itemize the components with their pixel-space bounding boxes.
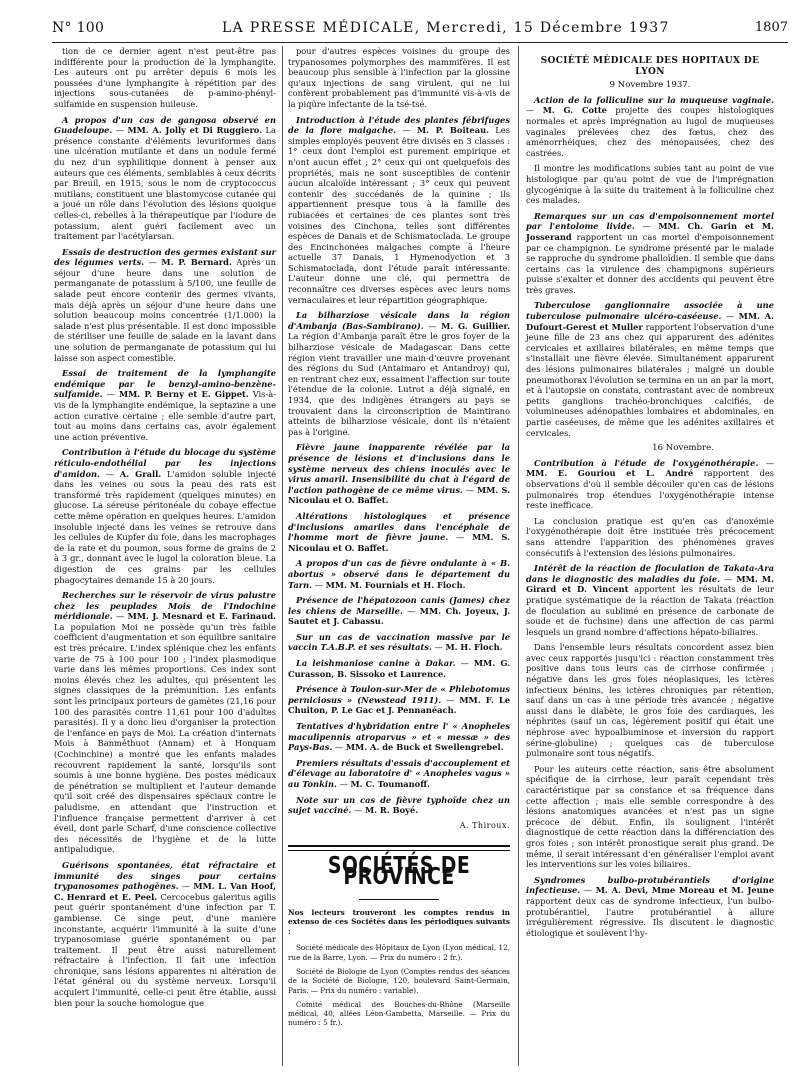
abstract-paragraph: Tentatives d'hybridation entre l' « Anopheles maculipennis atroparvus » et « messæ » des Pays-Bas. — MM. A. de Buck et Swellengrebel. — [288, 721, 510, 753]
section-note: Nos lecteurs trouveront les comptes rendus in extenso de ces Sociétés dans les périodiques suivants : — [288, 907, 510, 936]
session-date: 9 Novembre 1937. — [609, 80, 691, 91]
section-rule — [288, 850, 510, 851]
abstract-text: Cercocebus galeritus agilis peut guérir spontanément d'une infection par T. gambiense. Ce singe peut, d'une manière inconstante, acquérir l'immunité à la suite d'une trypanosomiase guérie spontanément ou par traitement. Il peut être aussi naturellement réfractaire à l'infection. Il fait une infection chronique, sans lésions apparentes ni altération de l'état général ou du système nerveux. Lorsqu'il acquiert l'immunité, celle-ci peut être établie, aussi bien pour la souche homologue que — [54, 891, 277, 1008]
page-folio: 1807 — [754, 20, 788, 35]
abstract-authors: M. P. Bernard. — [161, 257, 232, 268]
abstract-text: La présence constante d'éléments levuriformes dans une ulcération mutilante et dans un nodule fermé du nez d'un syphilitique donnent à penser aux auteurs que ces éléments, semblables à ceux décrits par Breuil, en 1915, sous le nom de cryptococcus mutilans, constituent une blastomycose cutanée qui a joué un rôle dans l'évolution des lésions quoique celles-ci, rebelles à la thérapeutique par l'iodure de potassium, aient guéri facilement avec un traitement par l'acétylarsan. — [54, 125, 276, 242]
abstract-authors: MM. S. Nicoulau et O. Baffet. — [288, 532, 511, 553]
abstract-text: La population Moi ne possède qu'un très faible coefficient d'augmentation et son équilibre sanitaire est très précaire. L'index splénique chez les enfants varie de 75 à 100 pour 100 ; l'index plasmodique varie dans les mêmes proportions. Ces index sont moins élevés chez les adultes, qui présentent les signes classiques de la prémunition. Les enfants sont les principaux porteurs de gamètes (21,16 pour 100 des parasités contre 11,61 pour 100 d'adultes parasités). Il y a donc lieu d'organiser la protection de l'enfance en pays de Moi. La création d'internats Mois à Banméthuot (Annam) et à Honquam (Cochinchine) a montré que les enfants malades recouvrent rapidement la santé, lorsqu'ils sont soumis à une bonne hygiène. Des postes médicaux de pénétration se multiplient et l'auteur demande qu'il soit créé des dispensaires spéciaux contre le paludisme, en attendant que l'instruction et l'influence française permettent d'arriver à cet éveil, dont parle Scharf, d'une conscience collective des nécessités de l'hygiène et de la lutte antipaludique. — [54, 621, 276, 855]
abstract-paragraph: Premiers résultats d'essais d'accouplement et d'élevage au laboratoire d' « Anopheles vagus » au Tonkin. — M. C. Toumanoff. — [288, 757, 510, 789]
abstract-title: Essai de traitement de la lymphangite endémique par le benzyl-amino-benzène-sulfamide. — [54, 368, 276, 400]
abstract-paragraph: A propos d'un cas de fièvre ondulante à « B. abortus » observé dans le département du Tarn. — MM. M. Fournials et H. Floch. — [288, 558, 510, 590]
abstract-title: Premiers résultats d'essais d'accouplement et d'élevage au laboratoire d' « Anopheles vagus » au Tonkin. — [288, 757, 510, 789]
abstract-text: tion de ce dernier agent n'est peut-être pas indifférente pour la production de la lymphangite. Les auteurs ont pu arrêter depuis 6 mois les poussées d'une lymphangite à répétition par des injections sous-cutanées de p-amino-phényl-sulfamide en suspension huileuse. — [54, 46, 276, 109]
abstract-title: Présence de l'hépatozoon canis (James) chez les chiens de Marseille. — [288, 595, 510, 616]
abstract-authors: MM. L. Van Hoof, C. Henrard et E. Peel. — [54, 881, 276, 902]
abstract-paragraph: Tuberculose ganglionnaire associée à une tuberculose pulmonaire ulcéro-caséeuse. — MM. A. Dufourt-Gerest et Muller rapportent l'observation d'une jeune fille de 23 ans chez qui apparurent des adénites cervicales et axillaires bilatérales, en même temps que s'installait une fièvre élevée. Simultanément apparurent des lésions pulmonaires bilatérales ; malgré un double pneumothorax l'évolution se termina en un an par la mort, et à l'autopsie on constata, contrastant avec de nombreux petits ganglions trachéo-bronchiques calcifiés, de volumineuses adénopathies lombaires et abdominales, en partie caséeuses, de même que les adénites axillaires et cervicales. — [526, 300, 774, 438]
abstract-paragraph: Intérêt de la réaction de floculation de Takata-Ara dans le diagnostic des maladies du foie. — MM. M. Girard et D. Vincent apportent les résultats de leur pratique systématique de la réaction de Takata (réaction de floculation au sublimé en présence de carbonate de soude et de fuchsine) dans une affection de cas parmi lesquels un grand nombre d'affections hépato-biliaires. — [526, 563, 775, 637]
abstract-title: Essais de destruction des germes existant sur des légumes verts. — [54, 246, 276, 268]
abstract-text: La conclusion pratique est qu'en cas d'anoxémie l'oxygénothérapie doit être instituée très précocement sans attendre l'apparition des phénomènes graves consécutifs à l'extension des lésions pulmonaires. — [526, 515, 774, 558]
abstract-paragraph: Syndromes bulbo-protubérantiels d'origine infectieuse. — M. A. Devi, Mme Moreau et M. Jeune rapportent deux cas de syndrome infectieux, l'un bulbo-protubérantiel, l'autre protubérantiel à allure irrégulièrement régressive. Ils discutent le diagnostic étiologique et soulèvent l'hy- — [526, 874, 775, 938]
periodical-listing: Comité médical des Bouches-du-Rhône (Marseille médical, 40, allées Léon-Gambetta, Marseille. — Prix du numéro : 5 fr.). — [288, 999, 510, 1028]
abstract-text: L'amidon soluble injecté dans les veines ou sous la peau des rats est transformé très rapidement (quelques minutes) en glucose. La séreuse péritonéale du cobaye effectue cette même opération en quelques heures. L'amidon insoluble injecté dans les veines se retrouve dans les cellules de Kupfer du foie, dans les macrophages de la rate et du poumon, sous forme de grains de 2 à 3 gr., donnant avec le lugol la coloration bleue. La digestion de ces grains par les cellules phagocytaires demande 15 à 20 jours. — [54, 468, 276, 585]
periodical-listing: Société médicale des Hôpitaux de Lyon (Lyon médical, 12, rue de la Barre, Lyon. — Prix du numéro : 2 fr.). — [288, 943, 510, 962]
abstract-text: La région d'Ambanja paraît être le gros foyer de la bilharziose vésicale de Madagascar. Dans cette région vient travailler une main-d'œuvre provenant des régions du Sud (Antaimaro et Antandroy) qui, en rentrant chez eux, essaiment l'affection sur toute l'étendue de la colonie. Lutrot a déjà signalé, en 1934, que des indigènes étrangers au pays se trouvaient dans la circonscription de Maintirano atteints de bilharziose vésicale, dont ils n'étaient pas à l'origine. — [288, 331, 510, 437]
abstract-paragraph — [526, 764, 774, 870]
abstract-title: Contribution à l'étude de l'oxygénothérapie. — [534, 457, 759, 468]
column-left — [54, 46, 276, 1013]
abstract-authors: M. P. Boiteau. — [417, 125, 490, 136]
abstract-authors: M. A. Devi, Mme Moreau et M. Jeune — [595, 885, 775, 896]
abstract-title: A propos d'un cas de gangosa observé en Guadeloupe. — [54, 114, 276, 136]
abstract-title: Syndromes bulbo-protubérantiels d'origine infectieuse. — [526, 874, 774, 896]
abstract-title: Altérations histologiques et présence d'inclusions amariles dans l'encéphale de l'homme mort de fièvre jaune. — [288, 510, 510, 543]
abstract-paragraph: Présence de l'hépatozoon canis (James) chez les chiens de Marseille. — MM. Ch. Joyeux, J. Sautet et J. Cabassu. — [288, 595, 510, 627]
abstract-paragraph: Essais de destruction des germes existant sur des légumes verts. — M. P. Bernard. Après un séjour d'une heure dans une solution de permanganate de potassium à 5/100, une feuille de salade peut encore contenir des germes vivants, mais déjà après un séjour d'une heure dans une solution beaucoup moins concentrée (1/1.000) la salade n'est plus présentable. Il est donc impossible de stériliser une feuille de salade en la lavant dans une solution de permanganate de potassium qui lui laisse son aspect comestible. — [54, 246, 276, 363]
abstract-paragraph: Essai de traitement de la lymphangite endémique par le benzyl-amino-benzène-sulfamide. — MM. P. Berny et E. Gippet. Vis-à-vis de la lymphangite endémique, la septazine a une action curative certaine ; elle semble d'autre part, tout au moins dans certains cas, avoir également une action préventive. — [54, 368, 276, 442]
abstract-title: Tentatives d'hybridation entre l' « Anopheles maculipennis atroparvus » et « messæ » des Pays-Bas. — [288, 721, 510, 753]
section-rule — [288, 845, 510, 847]
abstract-authors: MM. P. Berny et E. Gippet. — [118, 389, 249, 400]
abstract-authors: MM. A. de Buck et Swellengrebel. — [345, 742, 504, 753]
section-title: SOCIÉTÉS DE PROVINCE — [327, 853, 471, 890]
abstract-title: La leishmaniose canine à Dakar. — [296, 658, 456, 669]
abstract-paragraph: Contribution à l'étude du blocage du système réticulo-endothélial par les injections d'amidon. — A. Grall. L'amidon soluble injecté dans les veines ou sous la peau des rats est transformé très rapidement (quelques minutes) en glucose. La séreuse péritonéale du cobaye effectue cette même opération en quelques heures. L'amidon insoluble injecté dans les veines se retrouve dans les cellules de Kupfer du foie, dans les macrophages de la rate et du poumon, sous forme de grains de 2 à 3 gr., donnant avec le lugol la coloration bleue. La digestion de ces grains par les cellules phagocytaires demande 15 à 20 jours. — [54, 447, 276, 585]
abstract-text: Après un séjour d'une heure dans une solution de permanganate de potassium à 5/100, une feuille de salade peut encore contenir des germes vivants, mais déjà après un séjour d'une heure dans une solution beaucoup moins concentrée (1/1.000) la salade n'est plus présentable. Il est donc impossible de stériliser une feuille de salade en la lavant dans une solution de permanganate de potassium qui lui laisse son aspect comestible. — [54, 257, 276, 363]
abstract-paragraph: Fièvre jaune inapparente révélée par la présence de lésions et d'inclusions dans le système nerveux des chiens inoculés avec le virus amaril. Insensibilité du chat à l'égard de l'action pathogène de ce même virus. — MM. S. Nicoulau et O. Baffet. — [288, 442, 510, 506]
abstract-text: Vis-à-vis de la lymphangite endémique, la septazine a une action curative certaine ; elle semble d'autre part, tout au moins dans certains cas, avoir également une action préventive. — [54, 389, 276, 442]
column-divider — [518, 46, 519, 1066]
abstract-title: Tuberculose ganglionnaire associée à une tuberculose pulmonaire ulcéro-caséeuse. — [526, 300, 774, 322]
abstract-paragraph: Sur un cas de vaccination massive par le vaccin T.A.B.P. et ses résultats. — M. H. Floch. — [288, 631, 510, 653]
abstract-title: Introduction à l'étude des plantes fébrifuges de la flore malgache. — [288, 114, 510, 136]
abstract-authors: MM. E. Gouriou et L. André — [526, 468, 694, 479]
abstract-authors: A. Grall. — [119, 468, 162, 479]
abstract-paragraph: La bilharziose vésicale dans la région d'Ambanja (Bas-Sambirano). — M. G. Guillier. La région d'Ambanja paraît être le gros foyer de la bilharziose vésicale de Madagascar. Dans cette région vient travailler une main-d'œuvre provenant des régions du Sud (Antaimaro et Antandroy) qui, en rentrant chez eux, essaiment l'affection sur toute l'étendue de la colonie. Lutrot a déjà signalé, en 1934, que des indigènes étrangers au pays se trouvaient dans la circonscription de Maintirano atteints de bilharziose vésicale, dont ils n'étaient pas à l'origine. — [288, 310, 510, 437]
abstract-paragraph: Présence à Toulon-sur-Mer de « Phlebotomus perniciosus » (Newstead 1911). — MM. F. Le Chuiton, P. Le Gac et J. Pennanéach. — [288, 684, 510, 716]
issue-number: N° 100 — [52, 20, 105, 36]
abstract-authors: M. G. Cotte — [542, 105, 607, 116]
abstract-paragraph — [288, 46, 510, 110]
abstract-authors: MM. M. Fournials et H. Floch. — [325, 579, 466, 590]
abstract-paragraph: Altérations histologiques et présence d'inclusions amariles dans l'encéphale de l'homme mort de fièvre jaune. — MM. S. Nicoulau et O. Baffet. — [288, 510, 511, 553]
abstract-authors: MM. Ch. Joyeux, J. Sautet et J. Cabassu. — [288, 605, 510, 627]
session-date: 16 Novembre. — [652, 443, 714, 454]
periodical-listing: Société de Biologie de Lyon (Comptes rendus des séances de la Société de Biologie, 120, boulevard Saint-Germain, Paris. — Prix du numéro : variable). — [288, 966, 510, 995]
abstract-text: rapportent l'observation d'une jeune fille de 23 ans chez qui apparurent des adénites cervicales et axillaires bilatérales, en même temps que s'installait une fièvre élevée. Simultanément apparurent des lésions pulmonaires bilatérales ; malgré un double pneumothorax l'évolution se termina en un an par la mort, et à l'autopsie on constata, contrastant avec de nombreux petits ganglions trachéo-bronchiques calcifiés, de volumineuses adénopathies lombaires et abdominales, en partie caséeuses, de même que les adénites axillaires et cervicales. — [526, 321, 774, 438]
abstract-title: Présence à Toulon-sur-Mer de « Phlebotomus perniciosus » (Newstead 1911). — [288, 684, 510, 705]
abstract-text: Il montre les modifications subies tant au point de vue histologique par qu'au point de vue de l'imprégnation glycogénique à la suite du traitement à la folliculine chez ces malades. — [526, 163, 774, 206]
abstract-title: La bilharziose vésicale dans la région d'Ambanja (Bas-Sambirano). — [288, 310, 510, 331]
abstract-paragraph — [54, 46, 276, 110]
abstract-title: Intérêt de la réaction de floculation de Takata-Ara dans le diagnostic des maladies du foie. — [526, 563, 774, 584]
abstract-authors: MM. A. Dufourt-Gerest et Muller — [526, 311, 774, 332]
abstract-authors: MM. G. Curasson, B. Sissoko et Laurence. — [288, 658, 510, 679]
abstract-paragraph: Recherches sur le réservoir de virus palustre chez les peuplades Mois de l'Indochine méridionale. — MM. J. Mesnard et E. Farinaud. La population Moi ne possède qu'un très faible coefficient d'augmentation et son équilibre sanitaire est très précaire. L'index splénique chez les enfants varie de 75 à 100 pour 100 ; l'index plasmodique varie dans les mêmes proportions. Ces index sont moins élevés chez les adultes, qui présentent les signes classiques de la prémunition. Les enfants sont les principaux porteurs de gamètes (21,16 pour 100 des parasités contre 11,61 pour 100 d'adultes parasités). Il y a donc lieu d'organiser la protection de l'enfance en pays de Moi. La création d'internats Mois à Banméthuot (Annam) et à Honquam (Cochinchine) a montré que les enfants malades recouvrent rapidement la santé, lorsqu'ils sont soumis à une bonne hygiène. Des postes médicaux de pénétration se multiplient et l'auteur demande qu'il soit créé des dispensaires spéciaux contre le paludisme, en attendant que l'instruction et l'influence française permettent d'arriver à cet éveil, dont parle Scharf, d'une conscience collective des nécessités de l'hygiène et de la lutte antipaludique. — [54, 590, 277, 855]
abstract-authors: MM. A. Jolly et Di Ruggiero. — [127, 125, 263, 136]
abstract-text: projette des coupes histologiques normales et après imprégnation au lugol de muqueuses vaginales prélevées chez des fœtus, chez des aménorrhéiques, chez des ménopausées, chez des castrées. — [526, 105, 774, 158]
society-heading: SOCIÉTÉ MÉDICALE DES HOPITAUX DE LYON — [540, 56, 760, 77]
abstract-paragraph: Contribution à l'étude de l'oxygénothérapie. — MM. E. Gouriou et L. André rapportent des observations d'où il semble découler qu'en cas de lésions pulmonaires trop étendues l'oxygénothérapie intense reste inefficace. — [526, 457, 774, 511]
abstract-text: Dans l'ensemble leurs résultats concordent assez bien avec ceux rapportés jusqu'ici : réaction constamment très positive dans tous leurs cas de cirrhose confirmée ; négative dans les gros foies néoplasiques, les ictères infectieux bénins, les ictères chroniques par rétention, sauf dans un cas à une période très avancée ; négative aussi dans le diabète, le gros foie des cardiaques, les néphrites (sauf un cas, légèrement positif qui était une néphrose avec hypoalbuminose et inversion du rapport sérine-globuline) ; quelques cas de tuberculose pulmonaire sont tous négatifs. — [526, 642, 774, 759]
abstract-text: pour d'autres espèces voisines du groupe des trypanosomes polymorphes des mammifères. Il est beaucoup plus sensible à l'infection par la glossine qu'aux injections de sang virulent, qui ne lui confèrent probablement pas d'immunité vis-à-vis de la piqûre infectante de la tsé-tsé. — [288, 46, 510, 109]
abstract-title: A propos d'un cas de fièvre ondulante à « B. abortus » observé dans le département du Tarn. — [288, 558, 510, 590]
abstract-authors: M. C. Toumanoff. — [350, 779, 430, 789]
abstract-authors: MM. J. Mesnard et E. Farinaud. — [127, 611, 277, 622]
abstract-title: Fièvre jaune inapparente révélée par la présence de lésions et d'inclusions dans le système nerveux des chiens inoculés avec le virus amaril. Insensibilité du chat à l'égard de l'action pathogène de ce même virus. — [288, 442, 510, 495]
abstract-authors: M. H. Floch. — [445, 642, 503, 653]
abstract-authors: MM. M. Girard et D. Vincent — [526, 573, 775, 595]
abstract-text: rapportent des observations d'où il semble découler qu'en cas de lésions pulmonaires trop étendues l'oxygénothérapie intense reste inefficace. — [526, 468, 774, 511]
journal-title-and-date: LA PRESSE MÉDICALE, Mercredi, 15 Décembre 1937 — [222, 20, 670, 36]
abstract-text: rapportent un cas mortel d'empoisonnement par ce champignon. Le syndrome présenté par le malade se rapproche du syndrome phalloïdien. Il semble que dans certains cas la virulence des champignons supérieurs puisse s'exalter et donner des accidents qui peuvent être très graves. — [526, 231, 774, 295]
abstract-title: Recherches sur le réservoir de virus palustre chez les peuplades Mois de l'Indochine méridionale. — [54, 590, 276, 622]
column-middle — [288, 46, 510, 1033]
abstract-authors: MM. F. Le Chuiton, P. Le Gac et J. Pennanéach. — [288, 694, 510, 716]
abstract-text: Pour les auteurs cette réaction, sans être absolument spécifique de la cirrhose, leur paraît cependant très caractéristique par sa constance et sa fréquence dans cette affection ; mais elle semble correspondre à des lésions anatomiques avancées et n'est pas un signe précoce de début. Enfin, ils soulignent l'intérêt diagnostique de cette réaction dans la différenciation des gros foies ; son intérêt pronostique serait plus grand. De même, il serait intéressant d'en généraliser l'emploi avant les interventions sur les voies biliaires. — [526, 763, 774, 870]
abstract-title: Remarques sur un cas d'empoisonnement mortel par l'entolome livide. — [526, 210, 774, 232]
column-divider — [282, 46, 283, 1066]
session-abstracts — [526, 95, 774, 438]
abstract-paragraph: La leishmaniose canine à Dakar. — MM. G. Curasson, B. Sissoko et Laurence. — [288, 658, 510, 679]
abstract-text: rapportent deux cas de syndrome infectieux, l'un bulbo-protubérantiel, l'autre protubérantiel à allure irrégulièrement régressive. Ils discutent le diagnostic étiologique et soulèvent l'hy- — [526, 895, 774, 938]
abstract-paragraph: Note sur un cas de fièvre typhoïde chez un sujet vacciné. — M. R. Boyé. — [288, 794, 510, 816]
abstract-authors: M. G. Guillier. — [441, 320, 510, 331]
abstract-title: Guérisons spontanées, état réfractaire et immunité des singes pour certains trypanosomes pathogènes. — [54, 859, 276, 892]
abstract-paragraph — [526, 516, 774, 558]
abstract-title: Sur un cas de vaccination massive par le vaccin T.A.B.P. et ses résultats. — [288, 631, 510, 653]
signature: A. Thiroux. — [459, 820, 510, 830]
column-right — [526, 46, 774, 943]
abstract-authors: M. R. Boyé. — [364, 805, 419, 816]
abstract-text: apportent les résultats de leur pratique systématique de la réaction de Takata (réaction de floculation au sublimé en présence de carbonate de soude et de fuchsine) dans une affection de cas parmi lesquels un grand nombre d'affections hépato-biliaires. — [526, 584, 774, 637]
section-rule — [359, 899, 439, 900]
abstract-authors: MM. Ch. Garin et M. Josserand — [526, 221, 774, 242]
middle-abstracts — [288, 46, 510, 816]
abstract-paragraph: Introduction à l'étude des plantes fébrifuges de la flore malgache. — M. P. Boiteau. Les simples employés peuvent être divisés en 3 classes : 1° ceux dont l'emploi est purement empirique et n'ont aucun effet ; 2° ceux qui ont quelquefois des propriétés, mais ne sont susceptibles de contenir aucun alcaloïde intéressant ; 3° ceux qui peuvent contenir des succédanés de la quinine ; ils appartiennent presque tous à la famille des rubiacées et certaines de ces plantes sont très voisines des Cinchona, telles sont différentes espèces de Danais et de Schismatoclada. Le groupe des Encinchonées malgaches compte à l'heure actuelle 37 Danais, 1 Hymenodyction et 3 Schismatoclada, dont l'étude paraît intéressante. L'auteur donne une clé, qui permettra de reconnaître ces diverses espèces avec leurs noms vernaculaires et leur répartition géographique. — [288, 114, 510, 305]
abstract-paragraph: Guérisons spontanées, état réfractaire et immunité des singes pour certains trypanosomes pathogènes. — MM. L. Van Hoof, C. Henrard et E. Peel. Cercocebus galeritus agilis peut guérir spontanément d'une infection par T. gambiense. Ce singe peut, d'une manière inconstante, acquérir l'immunité à la suite d'une trypanosomiase guérie spontanément ou par traitement. Il peut être aussi naturellement réfractaire à l'infection. Il fait une infection chronique, sans lésions apparentes ni altération de l'état général ou du système nerveux. Lorsqu'il acquiert l'immunité, celle-ci peut être établie, aussi bien pour la souche homologue que — [54, 859, 277, 1008]
session-abstracts — [526, 458, 774, 939]
abstract-paragraph: A propos d'un cas de gangosa observé en Guadeloupe. — MM. A. Jolly et Di Ruggiero. La présence constante d'éléments levuriformes dans une ulcération mutilante et dans un nodule fermé du nez d'un syphilitique donnent à penser aux auteurs que ces éléments, semblables à ceux décrits par Breuil, en 1915, sous le nom de cryptococcus mutilans, constituent une blastomycose cutanée qui a joué un rôle dans l'évolution des lésions quoique celles-ci, rebelles à la thérapeutique par l'iodure de potassium, aient guéri facilement avec un traitement par l'acétylarsan. — [54, 114, 276, 242]
abstract-title: Note sur un cas de fièvre typhoïde chez un sujet vacciné. — [288, 794, 510, 816]
abstract-text: Les simples employés peuvent être divisés en 3 classes : 1° ceux dont l'emploi est purement empirique et n'ont aucun effet ; 2° ceux qui ont quelquefois des propriétés, mais ne sont susceptibles de contenir aucun alcaloïde intéressant ; 3° ceux qui peuvent contenir des succédanés de la quinine ; ils appartiennent presque tous à la famille des rubiacées et certaines de ces plantes sont très voisines des Cinchona, telles sont différentes espèces de Danais et de Schismatoclada. Le groupe des Encinchonées malgaches compte à l'heure actuelle 37 Danais, 1 Hymenodyction et 3 Schismatoclada, dont l'étude paraît intéressante. L'auteur donne une clé, qui permettra de reconnaître ces diverses espèces avec leurs noms vernaculaires et leur répartition géographique. — [288, 125, 510, 305]
abstract-paragraph: Action de la folliculine sur la muqueuse vaginale. — M. G. Cotte projette des coupes histologiques normales et après imprégnation au lugol de muqueuses vaginales prélevées chez des fœtus, chez des aménorrhéiques, chez des ménopausées, chez des castrées. — [526, 94, 774, 158]
abstract-paragraph: Remarques sur un cas d'empoisonnement mortel par l'entolome livide. — MM. Ch. Garin et M. Josserand rapportent un cas mortel d'empoisonnement par ce champignon. Le syndrome présenté par le malade se rapproche du syndrome phalloïdien. Il semble que dans certains cas la virulence des champignons supérieurs puisse s'exalter et donner des accidents qui peuvent être très graves. — [526, 210, 774, 295]
abstract-paragraph — [526, 163, 774, 205]
abstract-title: Action de la folliculine sur la muqueuse vaginale. — [534, 94, 774, 105]
masthead — [52, 14, 788, 43]
abstract-title: Contribution à l'étude du blocage du système réticulo-endothélial par les injections d'amidon. — [54, 447, 276, 479]
abstract-paragraph — [526, 642, 774, 759]
abstract-authors: MM. S. Nicoulau et O. Baffet. — [288, 484, 510, 506]
